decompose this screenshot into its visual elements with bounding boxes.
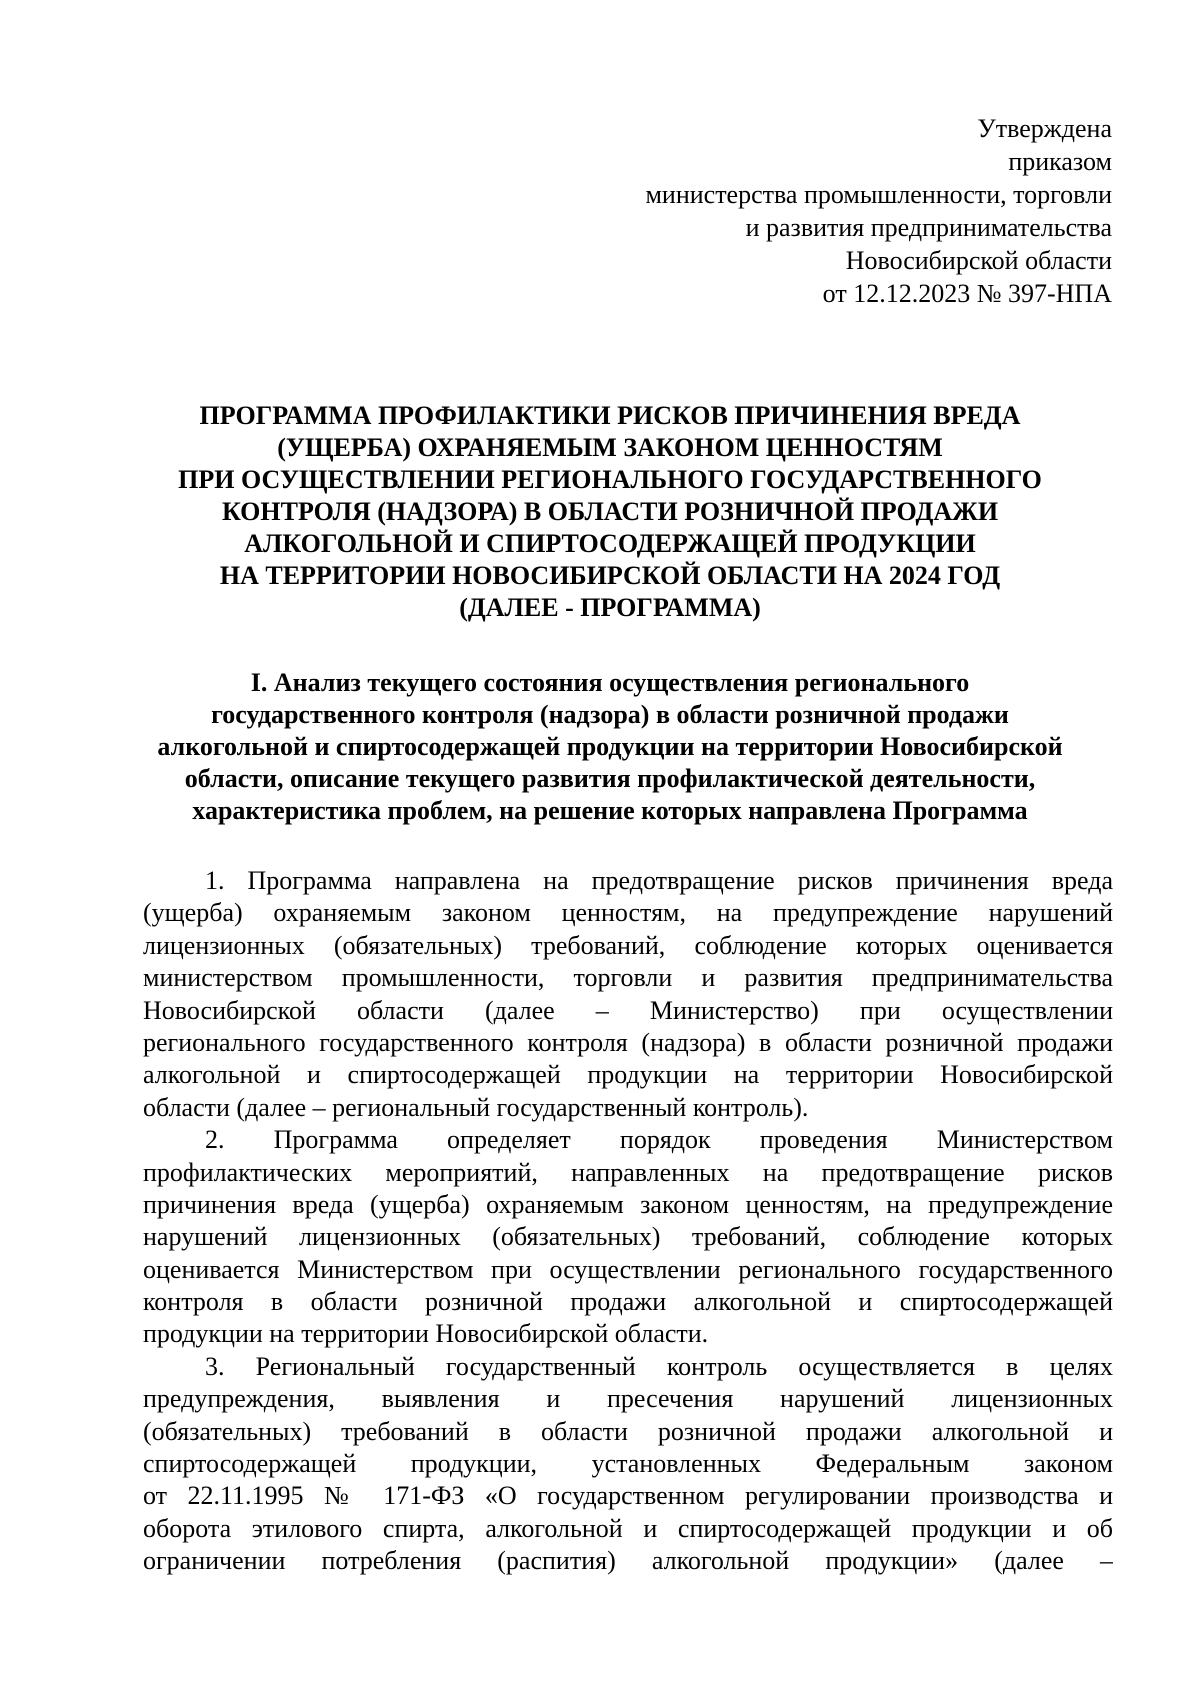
text-line: контроля в области розничной продажи алкогольной и спиртосодержащей xyxy=(143,1287,1113,1317)
title-line: ПРИ ОСУЩЕСТВЛЕНИИ РЕГИОНАЛЬНОГО ГОСУДАРСТВЕННОГО xyxy=(178,465,1042,494)
text-line: Новосибирской области (далее – Министерство) при осуществлении xyxy=(143,995,1113,1025)
text-line: 2. Программа определяет порядок проведения Министерством xyxy=(205,1125,1113,1155)
paragraph-3 xyxy=(143,1351,1113,1578)
heading-line: области, описание текущего развития профилактической деятельности, xyxy=(184,764,1036,793)
heading-line: I. Анализ текущего состояния осуществления регионального xyxy=(250,668,970,697)
text-line: нарушений лицензионных (обязательных) требований, соблюдение которых xyxy=(143,1222,1113,1252)
text-line: профилактических мероприятий, направленных на предотвращение рисков xyxy=(143,1157,1113,1187)
title-line: НА ТЕРРИТОРИИ НОВОСИБИРСКОЙ ОБЛАСТИ НА 2024 ГОД xyxy=(219,561,1001,590)
text-line: (обязательных) требований в области розничной продажи алкогольной и xyxy=(143,1416,1113,1446)
title-line: АЛКОГОЛЬНОЙ И СПИРТОСОДЕРЖАЩЕЙ ПРОДУКЦИИ xyxy=(244,529,976,558)
text-line: области (далее – региональный государственный контроль). xyxy=(143,1092,809,1122)
approval-line: министерства промышленности, торговли xyxy=(645,180,1112,209)
heading-line: характеристика проблем, на решение которых направлена Программа xyxy=(192,796,1028,825)
text-line: министерством промышленности, торговли и развития предпринимательства xyxy=(143,963,1113,993)
title-line: (ДАЛЕЕ - ПРОГРАММА) xyxy=(459,593,761,622)
text-line: ограничении потребления (распития) алкогольной продукции» (далее – xyxy=(143,1546,1113,1576)
approval-line: и развития предпринимательства xyxy=(745,213,1112,242)
approval-line: Новосибирской области xyxy=(845,246,1112,275)
text-line: регионального государственного контроля (надзора) в области розничной продажи xyxy=(143,1027,1113,1057)
heading-line: алкогольной и спиртосодержащей продукции на территории Новосибирской xyxy=(157,732,1063,761)
approval-line: Утверждена xyxy=(977,114,1112,143)
text-line: 3. Региональный государственный контроль осуществляется в целях xyxy=(205,1351,1113,1381)
document-title xyxy=(130,400,1090,624)
text-line: от 22.11.1995 № 171-ФЗ «О государственном регулировании производства и xyxy=(143,1481,1113,1511)
title-line: (УЩЕРБА) ОХРАНЯЕМЫМ ЗАКОНОМ ЦЕННОСТЯМ xyxy=(277,433,943,462)
title-line: ПРОГРАММА ПРОФИЛАКТИКИ РИСКОВ ПРИЧИНЕНИЯ ВРЕДА xyxy=(199,401,1021,430)
text-line: лицензионных (обязательных) требований, соблюдение которых оценивается xyxy=(143,930,1113,960)
paragraph-1 xyxy=(143,865,1113,1124)
text-line: 1. Программа направлена на предотвращение рисков причинения вреда xyxy=(205,866,1113,895)
text-line: предупреждения, выявления и пресечения нарушений лицензионных xyxy=(143,1384,1113,1414)
title-line: КОНТРОЛЯ (НАДЗОРА) В ОБЛАСТИ РОЗНИЧНОЙ ПРОДАЖИ xyxy=(221,497,999,526)
text-line: причинения вреда (ущерба) охраняемым законом ценностям, на предупреждение xyxy=(143,1189,1113,1219)
text-line: алкогольной и спиртосодержащей продукции на территории Новосибирской xyxy=(143,1060,1113,1090)
section-body xyxy=(143,865,1113,1578)
section-heading xyxy=(130,667,1090,827)
heading-line: государственного контроля (надзора) в области розничной продажи xyxy=(211,700,1009,729)
paragraph-2 xyxy=(143,1124,1113,1351)
approval-stamp-block xyxy=(645,112,1112,310)
approval-line: от 12.12.2023 № 397-НПА xyxy=(822,279,1112,308)
text-line: продукции на территории Новосибирской области. xyxy=(143,1319,709,1349)
text-line: спиртосодержащей продукции, установленных Федеральным законом xyxy=(143,1449,1113,1479)
text-line: оборота этилового спирта, алкогольной и спиртосодержащей продукции и об xyxy=(143,1513,1113,1543)
approval-line: приказом xyxy=(1008,147,1112,176)
text-line: (ущерба) охраняемым законом ценностям, на предупреждение нарушений xyxy=(143,898,1113,928)
text-line: оценивается Министерством при осуществлении регионального государственного xyxy=(143,1254,1113,1284)
